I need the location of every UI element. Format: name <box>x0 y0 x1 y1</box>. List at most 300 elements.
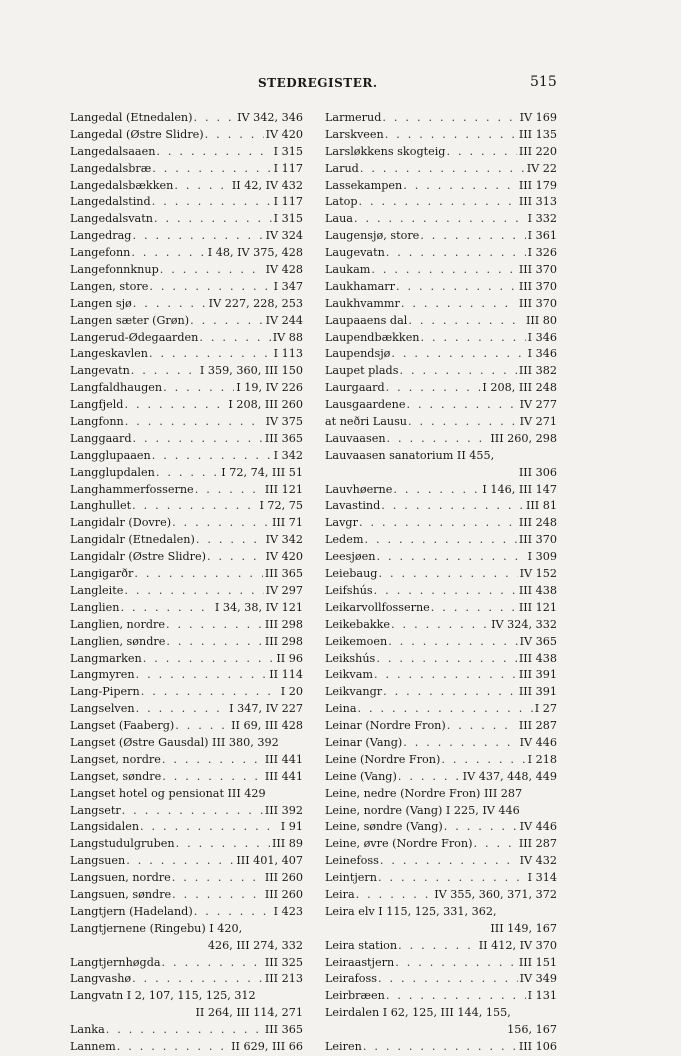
entry-reference: I 48, IV 375, 428 <box>207 246 303 260</box>
dot-leader <box>122 803 263 820</box>
entry-name: Leikemoen <box>325 634 388 648</box>
entry-continuation: 426, III 274, 332 <box>207 938 303 952</box>
entry-reference: I 72, 75 <box>259 499 303 513</box>
index-entry <box>70 313 303 330</box>
index-entry <box>70 515 303 532</box>
entry-reference: I 27 <box>534 702 557 716</box>
entry-name: Langvatn I 2, 107, 115, 125, 312 <box>70 989 256 1003</box>
entry-reference: III 71 <box>271 516 303 530</box>
entry-name: Leine, nedre (Nordre Fron) III 287 <box>325 786 523 800</box>
dot-leader <box>391 617 489 634</box>
entry-name: Langvashø <box>70 972 132 986</box>
entry-name: Langfaldhaugen <box>70 381 163 395</box>
entry-reference: II 412, IV 370 <box>478 938 557 952</box>
entry-name: Leine, søndre (Vang) <box>325 820 443 834</box>
index-entry <box>325 938 557 955</box>
entry-name: Laupet plads <box>325 364 399 378</box>
dot-leader <box>360 161 525 178</box>
index-entry <box>325 532 557 549</box>
entry-reference: IV 428 <box>265 263 303 277</box>
entry-reference: I 314 <box>527 871 557 885</box>
dot-leader <box>386 988 526 1005</box>
entry-reference: III 89 <box>271 837 303 851</box>
dot-leader <box>386 245 526 262</box>
entry-reference: I 326 <box>527 246 557 260</box>
index-entry <box>70 245 303 262</box>
dot-leader <box>381 498 524 515</box>
index-entry <box>325 887 557 904</box>
dot-leader <box>160 262 264 279</box>
entry-reference: III 401, 407 <box>236 854 303 868</box>
entry-name: Langidalr (Dovre) <box>70 516 172 530</box>
dot-leader <box>174 178 230 195</box>
index-entry <box>325 515 557 532</box>
entry-name: Langsuen, nordre <box>70 871 171 885</box>
entry-continuation: II 264, III 114, 271 <box>195 1006 303 1020</box>
entry-name: Langsidalen <box>70 820 140 834</box>
index-entry <box>325 988 557 1005</box>
index-entry <box>325 380 557 397</box>
dot-leader <box>133 296 207 313</box>
entry-reference: I 315 <box>273 144 303 158</box>
entry-reference: I 218 <box>527 752 557 766</box>
index-entry <box>325 701 557 718</box>
index-entry <box>70 363 303 380</box>
entry-name: Langleite <box>70 583 124 597</box>
entry-reference: III 179 <box>518 178 557 192</box>
entry-name: Langedrag <box>70 229 132 243</box>
entry-reference: I 347, IV 227 <box>229 702 303 716</box>
dot-leader <box>156 465 219 482</box>
dot-leader <box>140 819 279 836</box>
dot-leader <box>359 194 517 211</box>
entry-name: Lavastind <box>325 499 381 513</box>
page-number: 515 <box>530 74 557 90</box>
entry-reference: I 359, 360, III 150 <box>199 364 303 378</box>
entry-name: Laukhvammr <box>325 296 400 310</box>
dot-leader <box>354 211 526 228</box>
index-entry <box>70 1039 303 1056</box>
dot-leader <box>199 330 270 347</box>
entry-reference: III 260 <box>264 871 303 885</box>
dot-leader <box>395 955 517 972</box>
entry-name: Langlien, søndre <box>70 634 166 648</box>
entry-reference: IV 22 <box>526 161 557 175</box>
index-entry <box>325 1005 557 1022</box>
entry-reference: III 287 <box>518 837 557 851</box>
entry-name: Lannem <box>70 1039 116 1053</box>
entry-name: Langevatn <box>70 364 130 378</box>
entry-reference: I 309 <box>527 550 557 564</box>
dot-leader <box>124 397 226 414</box>
index-entry <box>325 667 557 684</box>
dot-leader <box>154 211 272 228</box>
entry-reference: IV 437, 448, 449 <box>462 769 557 783</box>
index-entry <box>325 735 557 752</box>
index-entry <box>70 870 303 887</box>
dot-leader <box>132 498 257 515</box>
dot-leader <box>441 752 525 769</box>
index-entry <box>70 971 303 988</box>
entry-name: Laurgaard <box>325 381 385 395</box>
index-entry <box>70 532 303 549</box>
entry-name: Leira station <box>325 938 398 952</box>
index-entry <box>70 346 303 363</box>
dot-leader <box>356 887 433 904</box>
entry-name: Langedalsbræ <box>70 161 152 175</box>
entry-reference: III 287 <box>518 719 557 733</box>
entry-name: Langmyren <box>70 668 135 682</box>
index-entry <box>70 279 303 296</box>
dot-leader <box>152 161 271 178</box>
entry-reference: III 151 <box>518 955 557 969</box>
entry-name: Lausgaardene <box>325 398 406 412</box>
index-entry <box>325 803 557 820</box>
dot-leader <box>378 870 526 887</box>
entry-name: Leiebaug <box>325 567 378 581</box>
index-entry <box>70 803 303 820</box>
dot-leader <box>403 178 517 195</box>
entry-reference: I 117 <box>273 195 303 209</box>
dot-leader <box>132 971 263 988</box>
index-entry <box>70 431 303 448</box>
entry-name: Leikarvollfosserne <box>325 600 430 614</box>
index-entry <box>70 651 303 668</box>
index-entry <box>70 836 303 853</box>
entry-name: Langedalsbækken <box>70 178 174 192</box>
dot-leader <box>172 887 263 904</box>
entry-continuation: 156, 167 <box>507 1023 557 1037</box>
index-entry <box>325 245 557 262</box>
entry-name: at neðri Lausu <box>325 415 408 429</box>
entry-name: Langstudulgruben <box>70 837 175 851</box>
index-entry <box>70 465 303 482</box>
dot-leader <box>378 971 518 988</box>
index-entry <box>70 1022 303 1039</box>
dot-leader <box>136 667 268 684</box>
dot-leader <box>131 245 205 262</box>
entry-name: Leikvam <box>325 668 374 682</box>
dot-leader <box>156 144 271 161</box>
index-entry <box>70 684 303 701</box>
entry-name: Leifshús <box>325 583 373 597</box>
entry-name: Langerud-Ødegaarden <box>70 330 199 344</box>
entry-name: Langselven <box>70 702 135 716</box>
index-entry <box>325 819 557 836</box>
index-entry <box>70 583 303 600</box>
dot-leader <box>195 482 263 499</box>
entry-name: Langefonnknup <box>70 263 159 277</box>
entry-name: Laukhamarr <box>325 279 395 293</box>
entry-reference: III 370 <box>518 279 557 293</box>
entry-reference: I 332 <box>527 212 557 226</box>
entry-reference: IV 355, 360, 371, 372 <box>434 887 557 901</box>
dot-leader <box>172 515 270 532</box>
entry-reference: I 19, IV 226 <box>236 381 303 395</box>
dot-leader <box>172 870 263 887</box>
entry-reference: II 42, IV 432 <box>231 178 303 192</box>
dot-leader <box>149 279 271 296</box>
index-entry <box>325 718 557 735</box>
index-entry <box>325 178 557 195</box>
index-entry <box>70 228 303 245</box>
entry-name: Leine (Nordre Fron) <box>325 752 441 766</box>
entry-name: Larsløkkens skogteig <box>325 144 446 158</box>
index-entry <box>70 819 303 836</box>
entry-reference: I 208, III 248 <box>482 381 557 395</box>
dot-leader <box>398 938 477 955</box>
entry-reference: III 392 <box>264 803 303 817</box>
entry-name: Ledem <box>325 533 364 547</box>
index-entry <box>325 194 557 211</box>
dot-leader <box>376 549 525 566</box>
dot-leader <box>380 853 518 870</box>
dot-leader <box>152 194 272 211</box>
index-entry <box>325 279 557 296</box>
entry-name: Langfonn <box>70 415 124 429</box>
entry-name: Langidalr (Etnedalen) <box>70 533 195 547</box>
index-entry <box>325 1039 557 1056</box>
dot-leader <box>194 110 236 127</box>
dot-leader <box>374 583 517 600</box>
entry-reference: IV 342 <box>265 533 303 547</box>
entry-name: Lauvhøerne <box>325 482 393 496</box>
entry-reference: IV 297 <box>265 583 303 597</box>
entry-reference: IV 324 <box>265 229 303 243</box>
dot-leader <box>398 769 461 786</box>
index-entry <box>70 769 303 786</box>
entry-reference: IV 227, 228, 253 <box>208 296 303 310</box>
entry-name: Leine (Vang) <box>325 769 397 783</box>
entry-name: Larmerud <box>325 111 382 124</box>
dot-leader <box>388 634 517 651</box>
index-entry <box>325 363 557 380</box>
index-entry <box>325 313 557 330</box>
entry-name: Langgaard <box>70 431 132 445</box>
entry-name: Lauvaasen sanatorium II 455, <box>325 448 495 462</box>
index-entry <box>70 161 303 178</box>
entry-reference: I 342 <box>273 448 303 462</box>
index-entry <box>325 752 557 769</box>
entry-reference: I 146, III 147 <box>482 482 557 496</box>
entry-reference: I 113 <box>273 347 303 361</box>
page-title: STEDREGISTER. <box>258 76 378 90</box>
dot-leader <box>176 836 270 853</box>
index-entry <box>325 414 557 431</box>
dot-leader <box>383 684 517 701</box>
entry-reference: IV 342, 346 <box>237 111 303 124</box>
dot-leader <box>447 718 517 735</box>
entry-reference: III 106 <box>518 1039 557 1053</box>
entry-continuation: III 306 <box>518 465 557 479</box>
entry-name: Leirbræen <box>325 989 385 1003</box>
entry-reference: III 121 <box>264 482 303 496</box>
index-entry <box>325 127 557 144</box>
entry-name: Larud <box>325 161 359 175</box>
dot-leader <box>393 482 480 499</box>
dot-leader <box>364 532 516 549</box>
entry-reference: II 629, III 66 <box>231 1039 303 1053</box>
entry-reference: III 80 <box>525 313 557 327</box>
entry-reference: III 441 <box>264 769 303 783</box>
dot-leader <box>446 144 516 161</box>
dot-leader <box>358 701 533 718</box>
entry-name: Leirafoss <box>325 972 378 986</box>
entry-reference: II 69, III 428 <box>231 719 303 733</box>
index-entry <box>325 870 557 887</box>
entry-reference: I 131 <box>527 989 557 1003</box>
entry-name: Langen sæter (Grøn) <box>70 313 190 327</box>
entry-reference: IV 365 <box>519 634 557 648</box>
entry-name: Larskveen <box>325 127 384 141</box>
entry-reference: IV 88 <box>272 330 303 344</box>
index-entry <box>325 262 557 279</box>
index-entry <box>325 769 557 786</box>
dot-leader <box>143 651 275 668</box>
index-entry <box>70 955 303 972</box>
dot-leader <box>162 955 263 972</box>
entry-reference: III 382 <box>518 364 557 378</box>
index-entry <box>70 853 303 870</box>
entry-name: Leintjern <box>325 871 377 885</box>
dot-leader <box>431 600 517 617</box>
entry-name: Langhammerfosserne <box>70 482 194 496</box>
index-entry <box>70 701 303 718</box>
entry-reference: III 365 <box>264 1023 303 1037</box>
index-entry <box>70 110 303 127</box>
entry-reference: I 72, 74, III 51 <box>221 465 303 479</box>
entry-name: Langtjernene (Ringebu) I 420, <box>70 921 243 935</box>
entry-name: Langedalsaaen <box>70 144 156 158</box>
entry-reference: III 260, 298 <box>490 431 557 445</box>
dot-leader <box>205 127 264 144</box>
entry-reference: I 117 <box>273 161 303 175</box>
index-entry <box>325 110 557 127</box>
dot-leader <box>190 313 263 330</box>
entry-name: Langset, søndre <box>70 769 162 783</box>
dot-leader <box>408 414 518 431</box>
entry-name: Leiren <box>325 1039 362 1053</box>
entry-reference: III 313 <box>518 195 557 209</box>
entry-name: Leikshús <box>325 651 376 665</box>
dot-leader <box>403 735 517 752</box>
index-entry <box>70 718 303 735</box>
entry-reference: III 135 <box>518 127 557 141</box>
entry-name: Langset hotel og pensionat III 429 <box>70 786 266 800</box>
dot-leader <box>162 769 263 786</box>
entry-name: Lang-Pipern <box>70 685 140 699</box>
entry-name: Langtjern (Hadeland) <box>70 904 193 918</box>
entry-reference: III 370 <box>518 263 557 277</box>
entry-reference: IV 432 <box>519 854 557 868</box>
entry-reference: III 298 <box>264 617 303 631</box>
entry-name: Langset, nordre <box>70 752 161 766</box>
entry-name: Langfjeld <box>70 398 124 412</box>
entry-reference: I 20 <box>280 685 303 699</box>
entry-reference: IV 446 <box>519 735 557 749</box>
dot-leader <box>376 651 517 668</box>
entry-name: Langedal (Etnedalen) <box>70 111 193 124</box>
entry-name: Laua <box>325 212 353 226</box>
entry-name: Langen sjø <box>70 296 132 310</box>
entry-reference: IV 420 <box>265 550 303 564</box>
entry-name: Lassekampen <box>325 178 403 192</box>
index-entry <box>325 684 557 701</box>
index-entry <box>325 228 557 245</box>
entry-name: Langset (Østre Gausdal) III 380, 392 <box>70 735 279 749</box>
entry-reference: III 441 <box>264 752 303 766</box>
dot-leader <box>166 617 263 634</box>
entry-reference: I 361 <box>527 229 557 243</box>
entry-name: Langeskavlen <box>70 347 149 361</box>
index-entry <box>70 667 303 684</box>
index-entry <box>325 853 557 870</box>
index-entry <box>70 617 303 634</box>
index-entry <box>70 988 303 1005</box>
index-column-right <box>325 110 557 1056</box>
entry-name: Langedalstind <box>70 195 151 209</box>
index-entry <box>70 194 303 211</box>
index-entry <box>70 566 303 583</box>
dot-leader <box>408 313 524 330</box>
entry-name: Leesjøen <box>325 550 376 564</box>
dot-leader <box>407 397 518 414</box>
index-entry <box>70 498 303 515</box>
entry-reference: I 346 <box>527 330 557 344</box>
dot-leader <box>359 515 517 532</box>
index-entry <box>325 836 557 853</box>
dot-leader <box>106 1022 263 1039</box>
index-entry <box>325 651 557 668</box>
index-column-left <box>70 110 303 1056</box>
index-entry <box>325 549 557 566</box>
dot-leader <box>382 110 517 127</box>
entry-name: Leine, øvre (Nordre Fron) <box>325 837 473 851</box>
entry-reference: IV 375 <box>265 415 303 429</box>
dot-leader <box>132 228 263 245</box>
entry-name: Leira elv I 115, 125, 331, 362, <box>325 904 497 918</box>
index-entry <box>70 921 303 938</box>
dot-leader <box>363 1039 517 1056</box>
entry-name: Langhullet <box>70 499 132 513</box>
dot-leader <box>371 262 516 279</box>
index-entry <box>70 904 303 921</box>
entry-name: Laugevatn <box>325 246 385 260</box>
index-entry <box>325 904 557 921</box>
entry-name: Latop <box>325 195 358 209</box>
entry-reference: IV 244 <box>265 313 303 327</box>
entry-reference: I 346 <box>527 347 557 361</box>
index-entry <box>325 296 557 313</box>
entry-name: Langlien <box>70 600 120 614</box>
index-entry <box>325 600 557 617</box>
dot-leader <box>162 752 263 769</box>
entry-reference: III 438 <box>518 651 557 665</box>
dot-leader <box>374 667 517 684</box>
entry-name: Langlien, nordre <box>70 617 165 631</box>
entry-reference: III 81 <box>525 499 557 513</box>
entry-reference: III 325 <box>264 955 303 969</box>
entry-reference: I 423 <box>273 904 303 918</box>
entry-name: Laupendbækken <box>325 330 420 344</box>
dot-leader <box>166 634 262 651</box>
entry-name: Leirdalen I 62, 125, III 144, 155, <box>325 1006 511 1020</box>
dot-leader <box>396 279 517 296</box>
dot-leader <box>474 836 517 853</box>
index-entry <box>70 735 303 752</box>
index-entry <box>70 752 303 769</box>
index-entry <box>325 566 557 583</box>
